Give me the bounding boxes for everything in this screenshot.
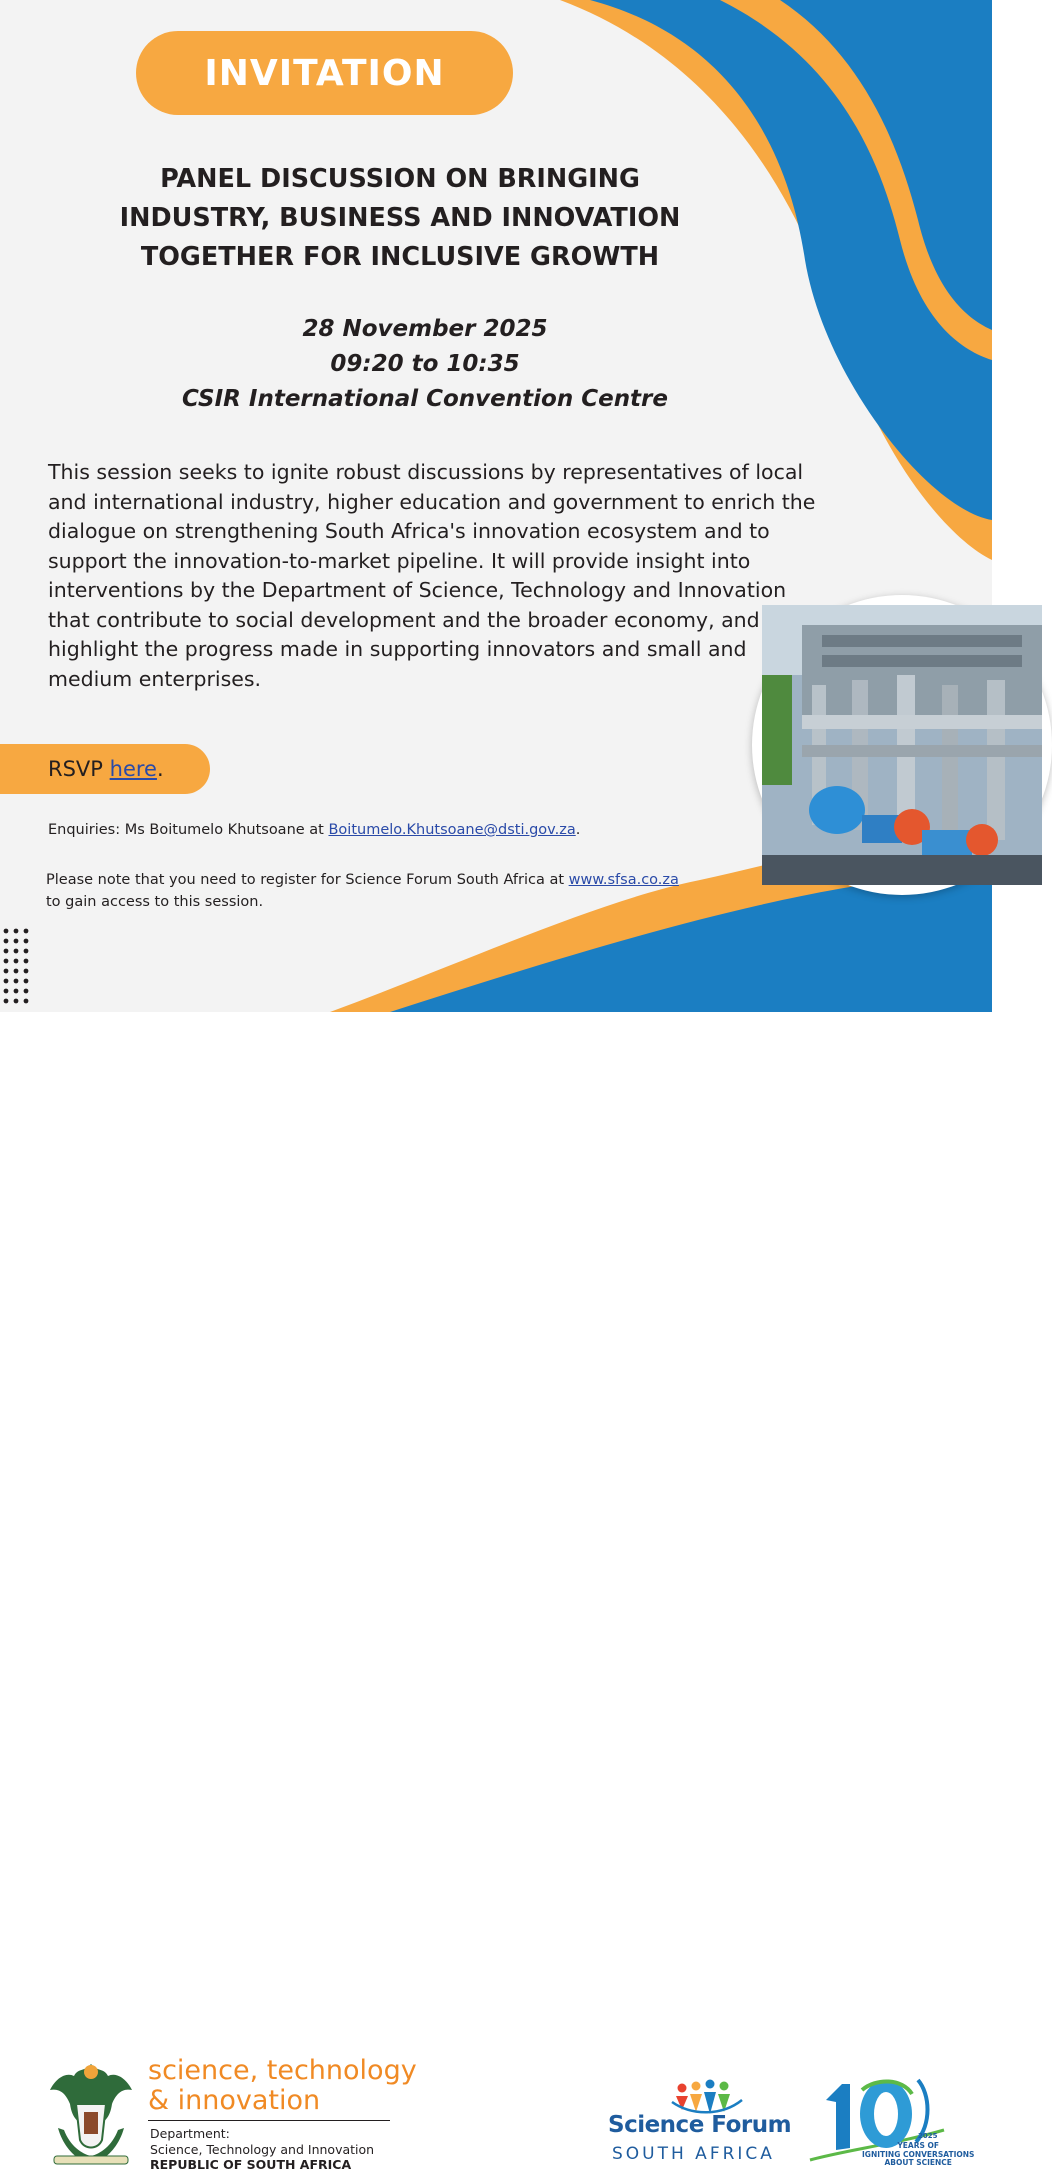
event-details	[50, 312, 800, 417]
event-title-line: PANEL DISCUSSION ON BRINGING	[160, 164, 640, 194]
description-line: dialogue on strengthening South Africa's innovation ecosystem and to	[48, 519, 770, 543]
dsti-wordmark-line: science, technology	[148, 2055, 417, 2086]
rsvp-suffix: .	[156, 757, 164, 781]
dsti-wordmark	[148, 2056, 417, 2116]
coat-of-arms-icon	[46, 2058, 136, 2168]
event-title-line: TOGETHER FOR INCLUSIVE GROWTH	[140, 242, 660, 272]
anniversary-caption-line: ABOUT SCIENCE	[884, 2158, 952, 2167]
dot-grid-decoration	[0, 925, 30, 1007]
enquiries-suffix: .	[575, 822, 581, 838]
sfsa-website-link[interactable]: www.sfsa.co.za	[568, 872, 679, 888]
sfsa-country: SOUTH AFRICA	[612, 2144, 775, 2164]
industrial-pipes-photo	[762, 605, 1042, 885]
event-venue: CSIR International Convention Centre	[182, 386, 668, 412]
dsti-divider	[148, 2120, 390, 2121]
anniversary-year: 2025	[918, 2132, 938, 2140]
description-line: and international industry, higher education and government to enrich the	[48, 489, 816, 514]
invitation-card	[0, 0, 992, 1012]
republic-name: REPUBLIC OF SOUTH AFRICA	[150, 2157, 352, 2172]
event-title-line: INDUSTRY, BUSINESS AND INNOVATION	[119, 203, 681, 233]
registration-note	[46, 869, 679, 913]
enquiries-email-link[interactable]: Boitumelo.Khutsoane@dsti.gov.za	[328, 822, 576, 838]
description-line: highlight the progress made in supporting innovators and small and	[48, 637, 747, 661]
description-line: interventions by the Department of Science, Technology and Innovation	[48, 578, 787, 602]
rsvp-badge	[0, 744, 210, 794]
invitation-label: INVITATION	[204, 52, 445, 94]
rsvp-prefix: RSVP	[48, 757, 110, 781]
event-title	[50, 160, 750, 277]
dsti-wordmark-line: & innovation	[148, 2085, 321, 2116]
event-description	[48, 458, 848, 694]
registration-note-line: to gain access to this session.	[46, 894, 264, 910]
anniversary-caption-line: YEARS OF	[897, 2141, 940, 2150]
invitation-badge	[136, 31, 513, 115]
event-time: 09:20 to 10:35	[330, 351, 520, 377]
description-line: support the innovation-to-market pipeline. It will provide insight into	[48, 548, 751, 573]
rsvp-link[interactable]: here	[109, 757, 157, 781]
note-prefix: Please note that you need to register for Science Forum South Africa at	[46, 872, 569, 888]
dept-name: Science, Technology and Innovation	[150, 2141, 375, 2157]
event-date: 28 November 2025	[302, 316, 548, 342]
description-line: medium enterprises.	[48, 666, 262, 691]
description-line: This session seeks to ignite robust discussions by representatives of local	[48, 460, 804, 484]
anniversary-caption	[862, 2142, 974, 2168]
description-line: that contribute to social development and the broader economy, and	[48, 607, 760, 632]
dept-label: Department:	[150, 2126, 230, 2141]
dsti-department	[150, 2126, 374, 2173]
enquiries-prefix: Enquiries: Ms Boitumelo Khutsoane at	[48, 822, 329, 838]
footer	[0, 1012, 992, 2172]
anniversary-caption-line: IGNITING CONVERSATIONS	[862, 2149, 975, 2159]
registration-note-line	[46, 869, 679, 891]
rsvp-text	[48, 757, 164, 781]
enquiries-text	[48, 822, 580, 838]
sfsa-name: Science Forum	[608, 2112, 792, 2138]
